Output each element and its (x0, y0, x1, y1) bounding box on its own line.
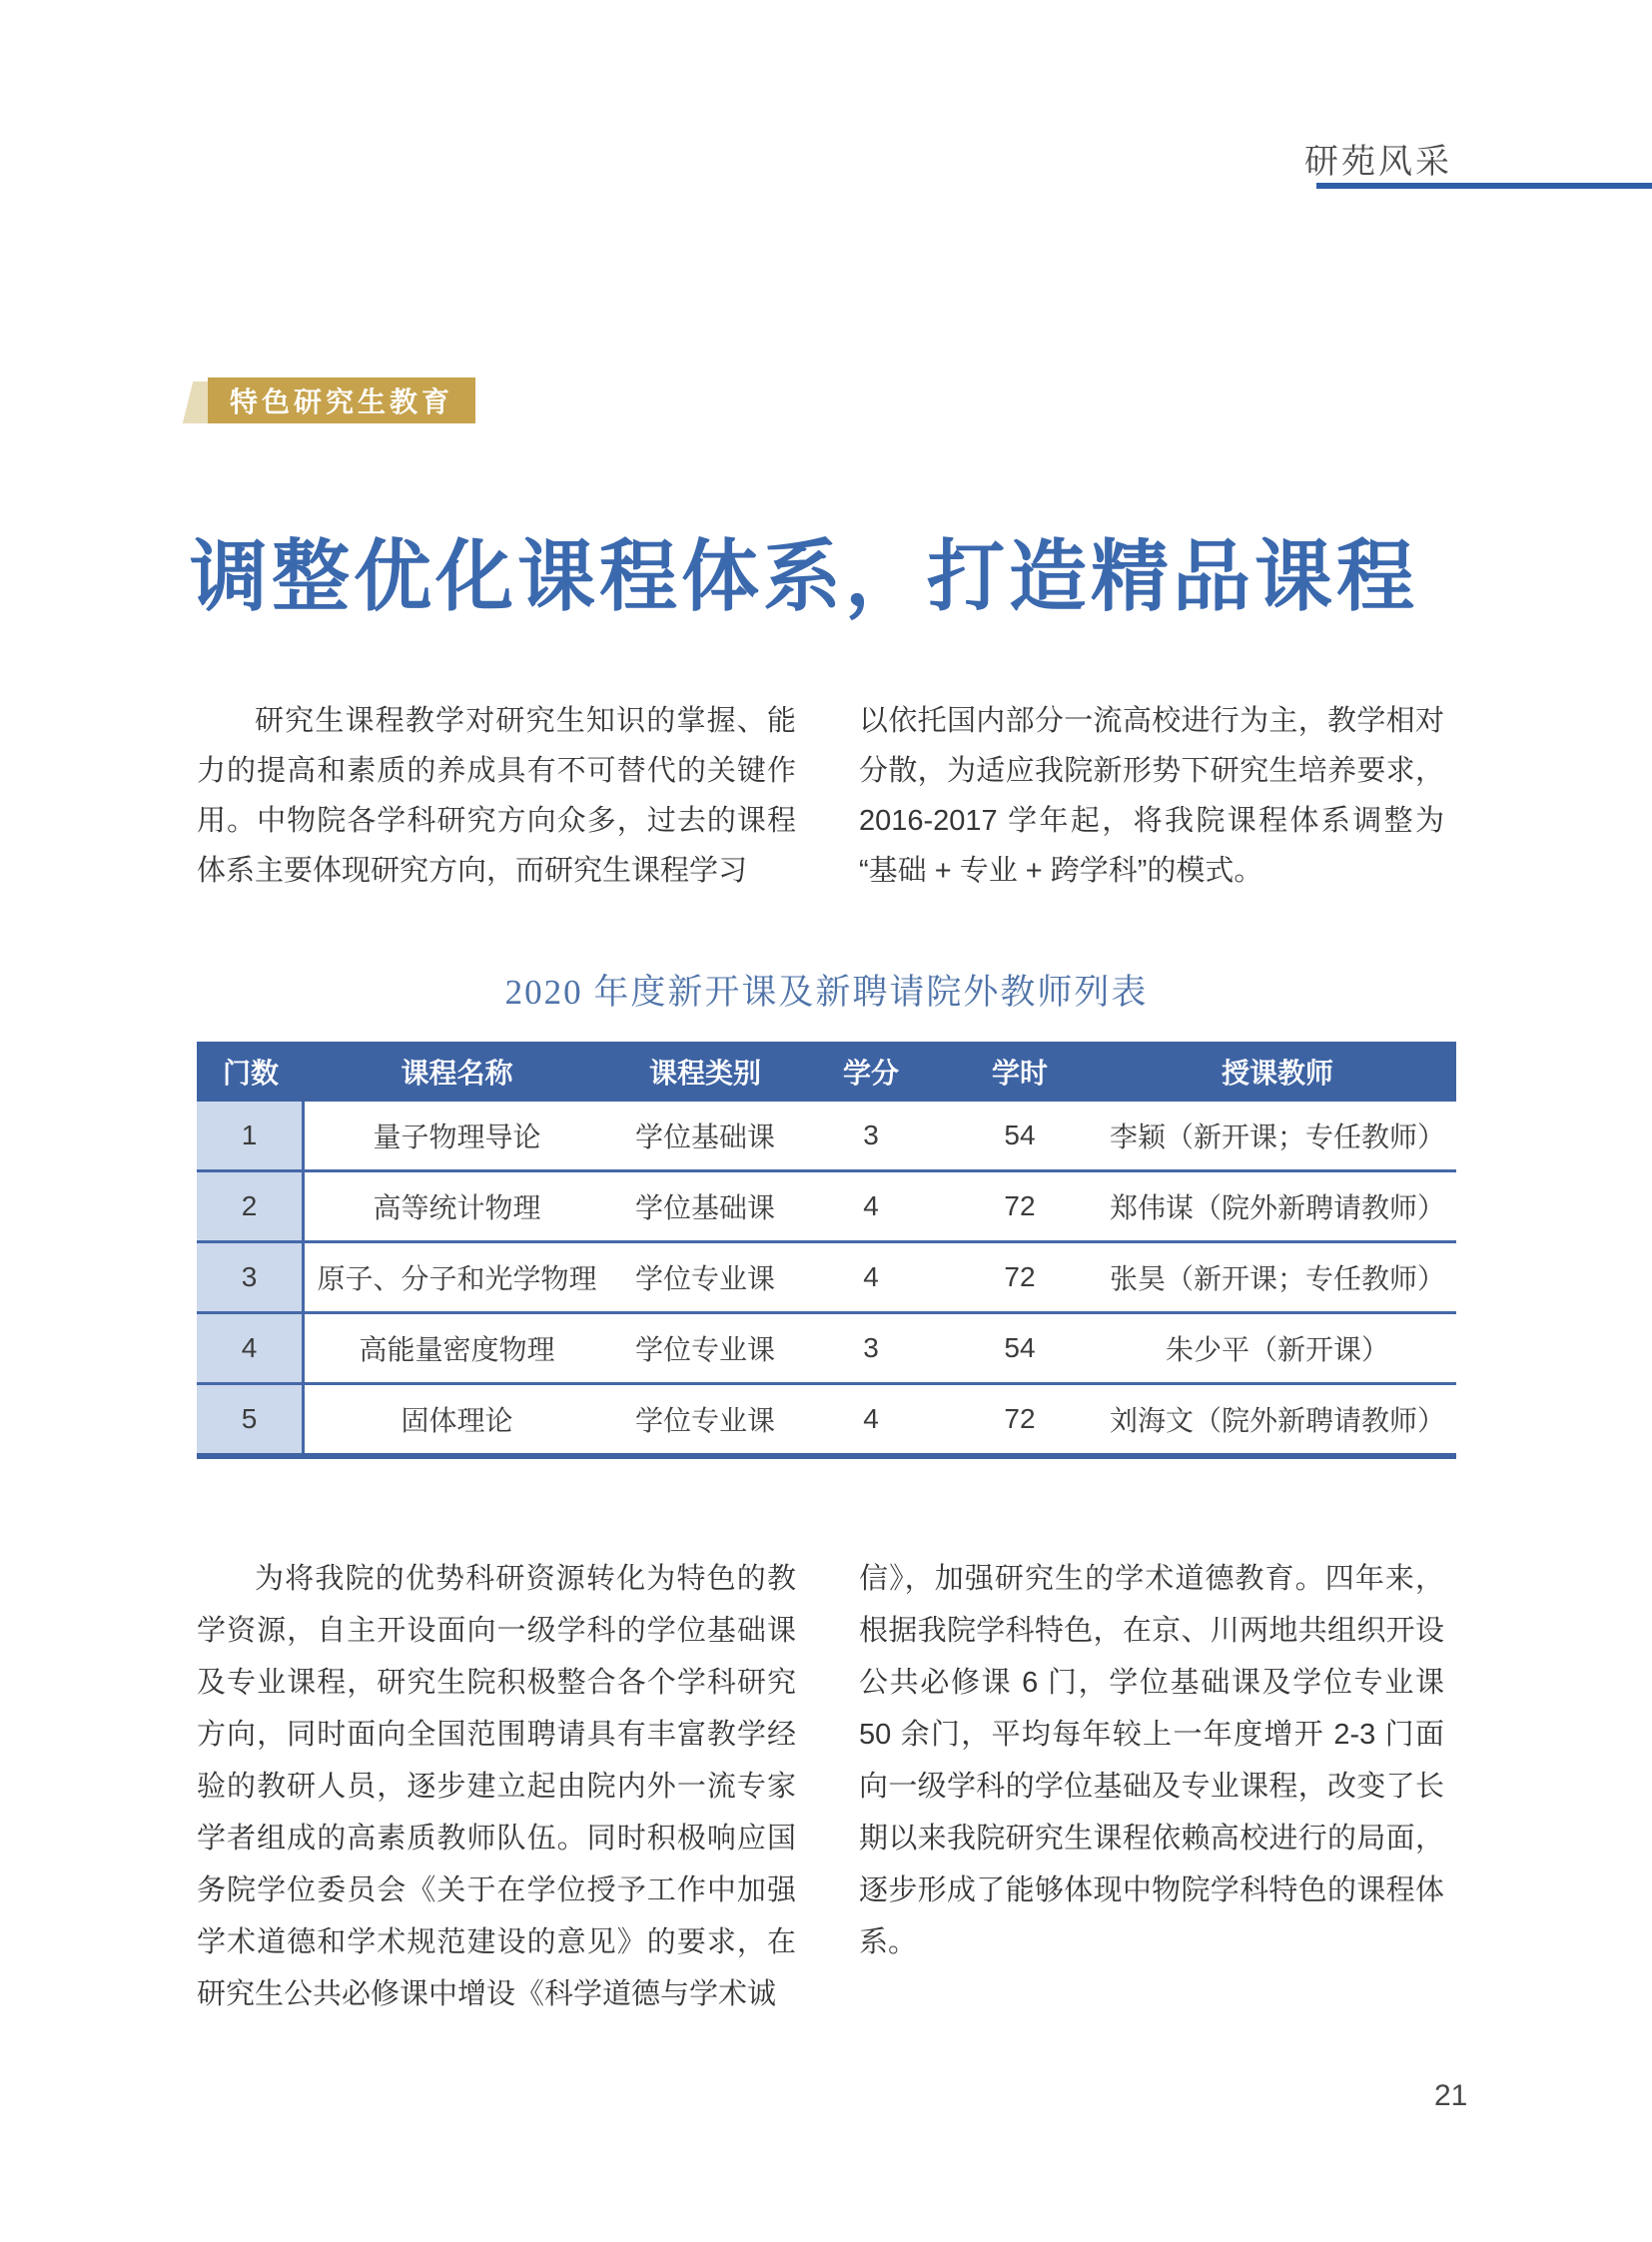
cell-teacher: 李颖（新开课；专任教师） (1109, 1121, 1445, 1152)
table-row (197, 1169, 1456, 1240)
table-caption: 2020 年度新开课及新聘请院外教师列表 (504, 973, 1149, 1012)
running-head-rule (1316, 183, 1652, 189)
cell-hours: 72 (1004, 1190, 1036, 1221)
cell-count: 3 (197, 1243, 305, 1311)
cell-course-type: 学位基础课 (634, 1121, 775, 1152)
cell-hours: 54 (1004, 1332, 1036, 1363)
cell-course-name: 固体理论 (401, 1405, 513, 1436)
cell-course-name: 量子物理导论 (373, 1121, 541, 1152)
table-header-teacher: 授课教师 (1221, 1058, 1333, 1089)
cell-course-type: 学位基础课 (634, 1192, 775, 1223)
table-row (197, 1382, 1456, 1453)
cell-course-name: 高等统计物理 (373, 1192, 541, 1223)
table-row (197, 1102, 1456, 1169)
table-row (197, 1311, 1456, 1382)
cell-hours: 72 (1004, 1261, 1036, 1292)
cell-teacher: 朱少平（新开课） (1165, 1334, 1389, 1365)
cell-teacher: 张昊（新开课；专任教师） (1109, 1263, 1445, 1294)
cell-course-name: 高能量密度物理 (359, 1334, 555, 1365)
table-header-course-type: 课程类别 (648, 1058, 761, 1089)
cell-hours: 72 (1004, 1403, 1036, 1434)
table-header-row (197, 1042, 1456, 1102)
cell-count: 2 (197, 1172, 305, 1240)
cell-credits: 3 (863, 1120, 879, 1150)
cell-teacher: 郑伟谋（院外新聘请教师） (1109, 1192, 1445, 1223)
cell-hours: 54 (1004, 1120, 1036, 1150)
section-badge: 特色研究生教育 (208, 377, 475, 423)
cell-credits: 3 (863, 1332, 879, 1363)
table-header-course-name: 课程名称 (401, 1058, 513, 1089)
cell-credits: 4 (863, 1261, 879, 1292)
article-title: 调整优化课程体系，打造精品课程 (190, 533, 1419, 621)
cell-course-type: 学位专业课 (634, 1405, 775, 1436)
intro-paragraph-left: 研究生课程教学对研究生知识的掌握、能力的提高和素质的养成具有不可替代的关键作用。中物院各学科研究方向众多，过去的课程体系主要体现研究方向，而研究生课程学习 (197, 705, 796, 887)
cell-credits: 4 (863, 1403, 879, 1434)
table-header-count: 门数 (222, 1058, 279, 1089)
intro-paragraph-right: 以依托国内部分一流高校进行为主，教学相对分散，为适应我院新形势下研究生培养要求，2016-2017 学年起，将我院课程体系调整为“基础 + 专业 + 跨学科”的模式。 (859, 705, 1444, 887)
cell-course-type: 学位专业课 (634, 1263, 775, 1294)
table-row (197, 1240, 1456, 1311)
cell-teacher: 刘海文（院外新聘请教师） (1109, 1405, 1445, 1436)
cell-course-type: 学位专业课 (634, 1334, 775, 1365)
course-table (197, 1042, 1456, 1459)
running-head: 研苑风采 (1304, 143, 1452, 181)
cell-count: 4 (197, 1314, 305, 1382)
table-header-hours: 学时 (991, 1058, 1048, 1089)
body-paragraph-right: 信》，加强研究生的学术道德教育。四年来，根据我院学科特色，在京、川两地共组织开设公共必修课 6 门，学位基础课及学位专业课 50 余门，平均每年较上一年度增开 2-3 门面向一级学科的学位基础及专业课程，改变了长期以来我院研究生课程依赖高校进行的局面，逐步形成了能够体现中物院学科特色的课程体系。 (859, 1563, 1444, 1958)
cell-count: 5 (197, 1385, 305, 1453)
cell-count: 1 (197, 1102, 305, 1169)
body-paragraph-left: 为将我院的优势科研资源转化为特色的教学资源，自主开设面向一级学科的学位基础课及专业课程，研究生院积极整合各个学科研究方向，同时面向全国范围聘请具有丰富教学经验的教研人员，逐步建立起由院内外一流专家学者组成的高素质教师队伍。同时积极响应国务院学位委员会《关于在学位授予工作中加强学术道德和学术规范建设的意见》的要求，在研究生公共必修课中增设《科学道德与学术诚 (197, 1563, 796, 2010)
page-number: 21 (1434, 2079, 1468, 2112)
cell-course-name: 原子、分子和光学物理 (317, 1263, 597, 1294)
cell-credits: 4 (863, 1190, 879, 1221)
table-header-credits: 学分 (842, 1058, 899, 1089)
